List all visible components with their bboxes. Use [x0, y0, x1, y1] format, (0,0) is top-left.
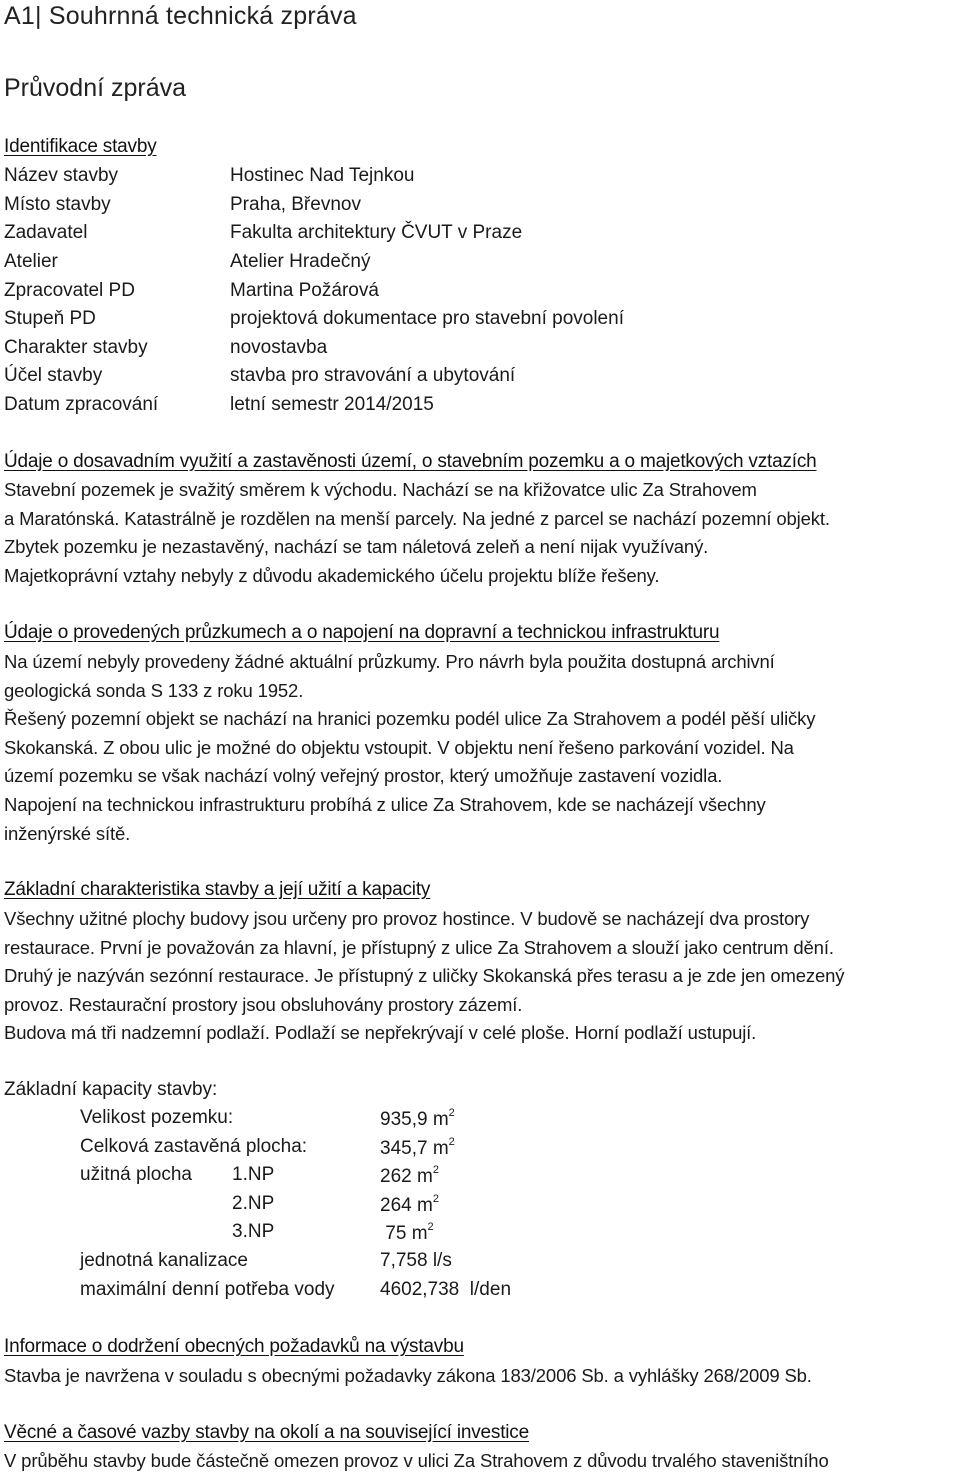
- row-value: Hostinec Nad Tejnkou: [230, 165, 415, 186]
- paragraph-line: Zbytek pozemku je nezastavěný, nachází se tam náletová zeleň a není nijak využívaný.: [4, 536, 709, 558]
- section-heading: Údaje o dosavadním využití a zastavěnosti území, o stavebním pozemku a o majetkových vztazích: [4, 451, 817, 472]
- capacity-label: jednotná kanalizace: [80, 1250, 248, 1271]
- capacity-value: 264 $m^2$: [380, 1193, 439, 1216]
- paragraph-line: území pozemku se však nachází volný veřejný prostor, který umožňuje zastavení vozidla.: [4, 765, 723, 787]
- document-title: A1| Souhrnná technická zpráva: [4, 2, 357, 30]
- row-key: Účel stavby: [4, 365, 103, 386]
- paragraph-line: Řešený pozemní objekt se nachází na hranici pozemku podél ulice Za Strahovem a podél pěší uličky: [4, 708, 816, 730]
- row-key: Místo stavby: [4, 194, 111, 215]
- capacity-value: 4602,738 l/den: [380, 1279, 512, 1300]
- paragraph-line: inženýrské sítě.: [4, 822, 131, 844]
- capacity-label: Velikost pozemku:: [80, 1107, 234, 1128]
- row-value: Praha, Břevnov: [230, 194, 361, 215]
- capacity-label: Celková zastavěná plocha:: [80, 1136, 308, 1157]
- capacity-floor: 1.NP: [232, 1164, 275, 1185]
- paragraph-line: Všechny užitné plochy budovy jsou určeny pro provoz hostince. V budově se nacházejí dva prostory: [4, 908, 810, 929]
- capacity-value: 935,9 $m^2$: [380, 1107, 455, 1130]
- paragraph-line: Stavební pozemek je svažitý směrem k východu. Nachází se na křižovatce ulic Za Strahovem: [4, 479, 757, 500]
- capacity-value: 75 $m^2$: [380, 1221, 434, 1244]
- section-body: [4, 1362, 958, 1391]
- paragraph-line: Stavba je navržena v souladu s obecnými požadavky zákona 183/2006 Sb. a vyhlášky 268/2009 Sb.: [4, 1365, 812, 1386]
- paragraph-line: Skokanská. Z obou ulic je možné do objektu vstoupit. V objektu není řešeno parkování vozidel. Na: [4, 736, 794, 758]
- paragraph-line: restaurace. První je považován za hlavní, je přístupný z ulice Za Strahovem a slouží jako centrum dění.: [4, 936, 834, 958]
- section-heading: Údaje o provedených průzkumech a o napojení na dopravní a technickou infrastrukturu: [4, 622, 720, 643]
- capacity-value: 7,758 l/s: [380, 1250, 452, 1271]
- row-value: stavba pro stravování a ubytování: [230, 365, 516, 386]
- identification-heading: Identifikace stavby: [4, 136, 157, 157]
- paragraph-line: geologická sonda S 133 z roku 1952.: [4, 679, 304, 701]
- document-subtitle: Průvodní zpráva: [4, 74, 187, 102]
- row-key: Datum zpracování: [4, 394, 159, 415]
- row-value: projektová dokumentace pro stavební povolení: [230, 308, 624, 329]
- capacity-floor: 3.NP: [232, 1221, 275, 1242]
- section-body: [4, 1447, 958, 1476]
- row-value: Atelier Hradečný: [230, 251, 371, 272]
- row-key: Stupeň PD: [4, 308, 96, 329]
- row-key: Atelier: [4, 251, 58, 272]
- section-heading: Informace o dodržení obecných požadavků na výstavbu: [4, 1336, 464, 1357]
- section-body: [4, 648, 958, 848]
- capacity-value: 262 $m^2$: [380, 1164, 439, 1187]
- row-value: novostavba: [230, 337, 328, 358]
- paragraph-line: Na území nebyly provedeny žádné aktuální průzkumy. Pro návrh byla použita dostupná archivní: [4, 651, 775, 672]
- capacity-floor: 2.NP: [232, 1193, 275, 1214]
- paragraph-line: V průběhu stavby bude částečně omezen provoz v ulici Za Strahovem z důvodu trvalého staveništního: [4, 1450, 829, 1471]
- capacity-heading: Základní kapacity stavby:: [4, 1079, 218, 1100]
- capacity-label: užitná plocha: [80, 1164, 192, 1185]
- row-key: Název stavby: [4, 165, 119, 186]
- paragraph-line: a Maratónská. Katastrálně je rozdělen na menší parcely. Na jedné z parcel se nachází pozemní objekt.: [4, 507, 830, 529]
- row-value: letní semestr 2014/2015: [230, 394, 434, 415]
- paragraph-line: Majetkoprávní vztahy nebyly z důvodu akademického účelu projektu blíže řešeny.: [4, 564, 660, 586]
- section-body: [4, 476, 958, 590]
- capacity-label: maximální denní potřeba vody: [80, 1279, 335, 1300]
- capacity-value: 345,7 $m^2$: [380, 1136, 455, 1159]
- row-key: Zpracovatel PD: [4, 280, 135, 301]
- row-value: Martina Požárová: [230, 280, 379, 301]
- paragraph-line: Budova má tři nadzemní podlaží. Podlaží se nepřekrývají v celé ploše. Horní podlaží ustupují.: [4, 1022, 757, 1044]
- section-heading: Základní charakteristika stavby a její užití a kapacity: [4, 879, 431, 900]
- paragraph-line: provoz. Restaurační prostory jsou obsluhovány prostory zázemí.: [4, 993, 523, 1015]
- row-value: Fakulta architektury ČVUT v Praze: [230, 222, 523, 243]
- row-key: Charakter stavby: [4, 337, 148, 358]
- section-heading: Věcné a časové vazby stavby na okolí a na související investice: [4, 1422, 529, 1443]
- section-body: [4, 905, 958, 1048]
- row-key: Zadavatel: [4, 222, 88, 243]
- paragraph-line: Druhý je nazýván sezónní restaurace. Je přístupný z uličky Skokanská přes terasu a je zde jen omezený: [4, 965, 845, 987]
- paragraph-line: Napojení na technickou infrastrukturu probíhá z ulice Za Strahovem, kde se nacházejí všechny: [4, 793, 766, 815]
